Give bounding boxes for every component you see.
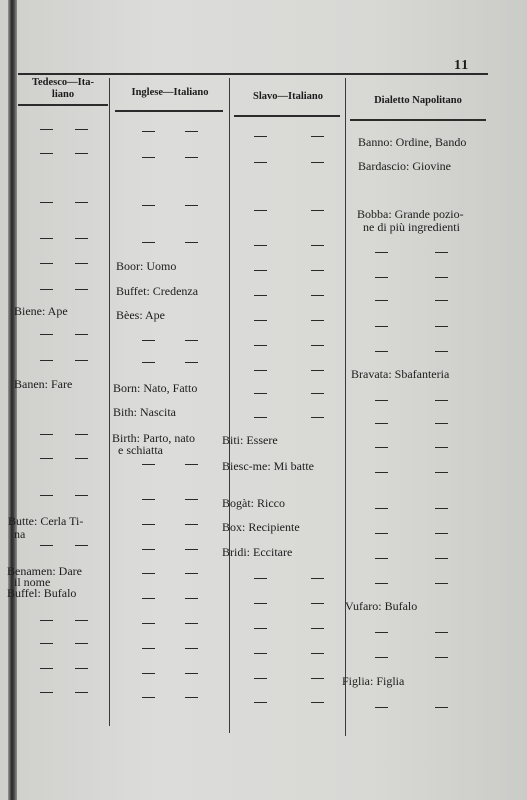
- empty-dash: [311, 603, 324, 604]
- empty-dash: [311, 245, 324, 246]
- header-top-rule: [18, 73, 488, 75]
- empty-dash: [185, 598, 198, 599]
- empty-dash: [75, 360, 88, 361]
- empty-dash: [40, 202, 53, 203]
- empty-dash: [311, 345, 324, 346]
- entry-bobba-line1: Bobba: Grande pozio-: [357, 207, 464, 221]
- entry-biesc-me: Biesc-me: Mi batte: [222, 459, 314, 473]
- empty-dash: [185, 499, 198, 500]
- empty-dash: [375, 533, 388, 534]
- entry-boor: Boor: Uomo: [116, 259, 177, 273]
- empty-dash: [311, 210, 324, 211]
- empty-dash: [254, 417, 267, 418]
- empty-dash: [185, 673, 198, 674]
- empty-dash: [254, 702, 267, 703]
- empty-dash: [40, 458, 53, 459]
- empty-dash: [142, 131, 155, 132]
- empty-dash: [435, 472, 448, 473]
- empty-dash: [185, 242, 198, 243]
- entry-banno: Banno: Ordine, Bando: [358, 135, 467, 149]
- empty-dash: [311, 702, 324, 703]
- entry-vufaro: Vufaro: Bufalo: [345, 599, 418, 613]
- empty-dash: [142, 697, 155, 698]
- empty-dash: [40, 360, 53, 361]
- empty-dash: [142, 242, 155, 243]
- empty-dash: [311, 136, 324, 137]
- empty-dash: [311, 653, 324, 654]
- empty-dash: [40, 129, 53, 130]
- empty-dash: [40, 495, 53, 496]
- empty-dash: [311, 578, 324, 579]
- header-underline-2: [115, 110, 223, 112]
- empty-dash: [254, 295, 267, 296]
- empty-dash: [435, 326, 448, 327]
- empty-dash: [254, 678, 267, 679]
- empty-dash: [185, 573, 198, 574]
- empty-dash: [75, 458, 88, 459]
- header-underline-4: [350, 119, 486, 121]
- empty-dash: [185, 464, 198, 465]
- empty-dash: [75, 263, 88, 264]
- empty-dash: [375, 583, 388, 584]
- column-divider-1: [109, 78, 110, 726]
- empty-dash: [435, 277, 448, 278]
- entry-banen: Banen: Fare: [14, 377, 73, 391]
- empty-dash: [185, 340, 198, 341]
- entry-box: Box: Recipiente: [222, 520, 300, 534]
- empty-dash: [311, 320, 324, 321]
- header-slavo-italiano: Slavo—Italiano: [252, 91, 323, 102]
- empty-dash: [375, 423, 388, 424]
- empty-dash: [435, 300, 448, 301]
- empty-dash: [40, 692, 53, 693]
- empty-dash: [185, 362, 198, 363]
- empty-dash: [254, 136, 267, 137]
- empty-dash: [254, 320, 267, 321]
- entry-born: Born: Nato, Fatto: [113, 381, 198, 395]
- empty-dash: [40, 238, 53, 239]
- empty-dash: [40, 668, 53, 669]
- empty-dash: [375, 351, 388, 352]
- empty-dash: [142, 623, 155, 624]
- empty-dash: [435, 558, 448, 559]
- empty-dash: [40, 289, 53, 290]
- header-dialetto-napolitano: Dialetto Napolitano: [374, 95, 462, 106]
- empty-dash: [254, 245, 267, 246]
- empty-dash: [375, 400, 388, 401]
- empty-dash: [254, 653, 267, 654]
- empty-dash: [142, 464, 155, 465]
- empty-dash: [435, 632, 448, 633]
- empty-dash: [75, 434, 88, 435]
- empty-dash: [40, 643, 53, 644]
- empty-dash: [311, 393, 324, 394]
- empty-dash: [375, 252, 388, 253]
- empty-dash: [435, 400, 448, 401]
- entry-biene: Biene: Ape: [14, 304, 68, 318]
- empty-dash: [435, 351, 448, 352]
- empty-dash: [142, 524, 155, 525]
- empty-dash: [311, 295, 324, 296]
- empty-dash: [75, 334, 88, 335]
- empty-dash: [375, 472, 388, 473]
- entry-buffet: Buffet: Credenza: [116, 284, 199, 298]
- empty-dash: [254, 345, 267, 346]
- empty-dash: [375, 326, 388, 327]
- empty-dash: [375, 707, 388, 708]
- empty-dash: [375, 632, 388, 633]
- entry-bardascio: Bardascio: Giovine: [358, 159, 451, 173]
- empty-dash: [185, 524, 198, 525]
- empty-dash: [75, 643, 88, 644]
- entry-benamen-line2: il nome: [14, 575, 51, 589]
- column-divider-3: [345, 78, 346, 736]
- empty-dash: [40, 153, 53, 154]
- empty-dash: [142, 673, 155, 674]
- empty-dash: [311, 370, 324, 371]
- empty-dash: [75, 129, 88, 130]
- entry-bees: Bèes: Ape: [116, 308, 165, 322]
- empty-dash: [142, 340, 155, 341]
- entry-bravata: Bravata: Sbafanteria: [351, 367, 450, 381]
- entry-butte-line2: na: [14, 527, 26, 541]
- empty-dash: [142, 598, 155, 599]
- empty-dash: [375, 657, 388, 658]
- column-divider-2: [229, 78, 230, 733]
- empty-dash: [142, 573, 155, 574]
- empty-dash: [254, 370, 267, 371]
- empty-dash: [40, 545, 53, 546]
- empty-dash: [185, 623, 198, 624]
- header-underline-1: [18, 104, 108, 106]
- empty-dash: [311, 162, 324, 163]
- empty-dash: [254, 393, 267, 394]
- empty-dash: [435, 252, 448, 253]
- empty-dash: [185, 205, 198, 206]
- empty-dash: [254, 578, 267, 579]
- empty-dash: [375, 558, 388, 559]
- empty-dash: [185, 131, 198, 132]
- entry-bobba-line2: ne di più ingredienti: [363, 220, 460, 234]
- empty-dash: [142, 648, 155, 649]
- empty-dash: [75, 153, 88, 154]
- empty-dash: [311, 678, 324, 679]
- entry-figlia: Figlia: Figlia: [342, 674, 405, 688]
- empty-dash: [185, 157, 198, 158]
- empty-dash: [375, 508, 388, 509]
- page-number: 11: [454, 58, 470, 73]
- empty-dash: [142, 362, 155, 363]
- empty-dash: [40, 434, 53, 435]
- empty-dash: [75, 620, 88, 621]
- empty-dash: [185, 697, 198, 698]
- empty-dash: [311, 270, 324, 271]
- empty-dash: [75, 668, 88, 669]
- empty-dash: [254, 628, 267, 629]
- empty-dash: [40, 334, 53, 335]
- header-tedesco-italiano: Tedesco—Ita- liano: [31, 77, 95, 100]
- empty-dash: [375, 277, 388, 278]
- empty-dash: [75, 692, 88, 693]
- entry-bith: Bith: Nascita: [113, 405, 176, 419]
- empty-dash: [142, 205, 155, 206]
- empty-dash: [185, 648, 198, 649]
- empty-dash: [435, 447, 448, 448]
- empty-dash: [185, 549, 198, 550]
- entry-buffel: Buffel: Bufalo: [7, 586, 77, 600]
- empty-dash: [311, 628, 324, 629]
- entry-butte-line1: Butte: Cerla Ti-: [8, 514, 84, 528]
- header-underline-3: [234, 115, 340, 117]
- header-inglese-italiano: Inglese—Italiano: [131, 87, 209, 98]
- empty-dash: [254, 270, 267, 271]
- empty-dash: [254, 603, 267, 604]
- empty-dash: [40, 620, 53, 621]
- empty-dash: [311, 417, 324, 418]
- entry-bogat: Bogàt: Ricco: [222, 496, 285, 510]
- empty-dash: [435, 583, 448, 584]
- empty-dash: [375, 447, 388, 448]
- empty-dash: [75, 289, 88, 290]
- empty-dash: [435, 533, 448, 534]
- empty-dash: [75, 202, 88, 203]
- empty-dash: [254, 162, 267, 163]
- entry-biti: Biti: Essere: [222, 433, 278, 447]
- empty-dash: [142, 549, 155, 550]
- empty-dash: [375, 300, 388, 301]
- empty-dash: [435, 508, 448, 509]
- empty-dash: [75, 238, 88, 239]
- entry-bridi: Bridi: Eccitare: [222, 545, 293, 559]
- entry-birth-line2: e schiatta: [118, 443, 163, 457]
- empty-dash: [435, 423, 448, 424]
- empty-dash: [142, 157, 155, 158]
- book-binding: [8, 0, 17, 800]
- entry-benamen-line1: Benamen: Dare: [7, 564, 82, 578]
- empty-dash: [75, 545, 88, 546]
- empty-dash: [40, 263, 53, 264]
- entry-birth-line1: Birth: Parto, nato: [112, 431, 195, 445]
- empty-dash: [75, 495, 88, 496]
- empty-dash: [254, 210, 267, 211]
- empty-dash: [142, 499, 155, 500]
- empty-dash: [435, 707, 448, 708]
- empty-dash: [435, 657, 448, 658]
